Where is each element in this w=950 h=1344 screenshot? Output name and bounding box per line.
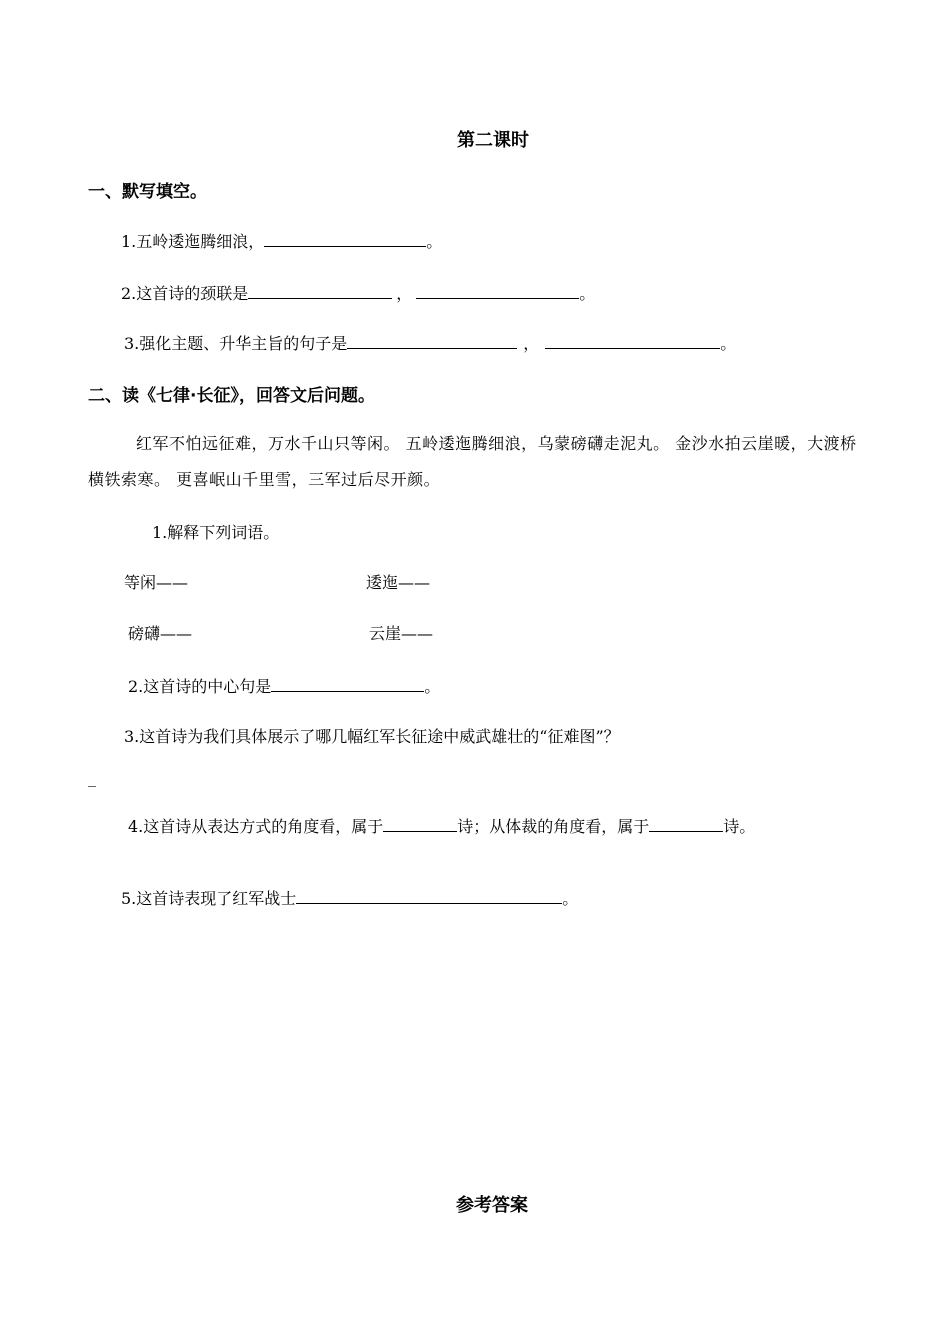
term-weiyi: 逶迤—— [366, 573, 431, 592]
page-title: 第二课时 [457, 130, 529, 151]
s2-question-4 [128, 814, 755, 837]
s2-question-1: 1.解释下列词语。 [152, 523, 280, 542]
answer-blank[interactable] [649, 817, 723, 832]
s2-q2-end: 。 [424, 677, 441, 696]
answer-heading: 参考答案 [456, 1195, 528, 1216]
answer-blank[interactable] [383, 817, 457, 832]
s2-q3-answer-mark: _ [88, 768, 96, 787]
section2-heading: 二、读《七律·长征》，回答文后问题。 [88, 386, 375, 406]
s2-question-5 [121, 886, 578, 909]
answer-blank[interactable] [347, 334, 517, 349]
section1-heading: 一、默写填空。 [88, 182, 207, 202]
term-yunya: 云崖—— [369, 624, 434, 643]
s1-q3-sep: ， [523, 334, 540, 353]
s1-q3-end: 。 [720, 334, 737, 353]
s2-question-3: 3.这首诗为我们具体展示了哪几幅红军长征途中威武雄壮的“征难图”？ [124, 727, 620, 746]
answer-blank[interactable] [248, 284, 392, 299]
answer-blank[interactable] [296, 889, 562, 904]
s1-q2-sep: ， [396, 284, 413, 303]
s1-q3-text: 3.强化主题、升华主旨的句子是 [124, 334, 348, 353]
term-dengxian: 等闲—— [124, 573, 189, 592]
answer-blank[interactable] [271, 677, 424, 692]
s1-q2-text: 2.这首诗的颈联是 [121, 284, 249, 303]
s1-question-1 [121, 229, 442, 252]
poem-text: 红军不怕远征难，万水千山只等闲。 五岭逶迤腾细浪，乌蒙磅礴走泥丸。 金沙水拍云崖暖，大渡桥横铁索寒。 更喜岷山千里雪，三军过后尽开颜。 [88, 434, 857, 489]
s1-question-3 [124, 331, 736, 354]
s2-q4-part2: 诗；从体裁的角度看，属于 [457, 817, 650, 836]
s1-q1-text: 1.五岭逶迤腾细浪， [121, 232, 265, 251]
answer-blank[interactable] [416, 284, 579, 299]
term-pangbo: 磅礴—— [128, 624, 193, 643]
s1-q2-end: 。 [579, 284, 596, 303]
s2-question-2 [128, 674, 440, 697]
s2-q4-part1: 4.这首诗从表达方式的角度看，属于 [128, 817, 384, 836]
s1-q1-end: 。 [426, 232, 443, 251]
s2-q5-text: 5.这首诗表现了红军战士 [121, 889, 297, 908]
answer-blank[interactable] [545, 334, 720, 349]
s1-question-2 [121, 281, 595, 304]
s2-q5-end: 。 [562, 889, 579, 908]
answer-blank[interactable] [264, 232, 426, 247]
s2-q4-end: 诗。 [723, 817, 756, 836]
s2-q2-text: 2.这首诗的中心句是 [128, 677, 272, 696]
